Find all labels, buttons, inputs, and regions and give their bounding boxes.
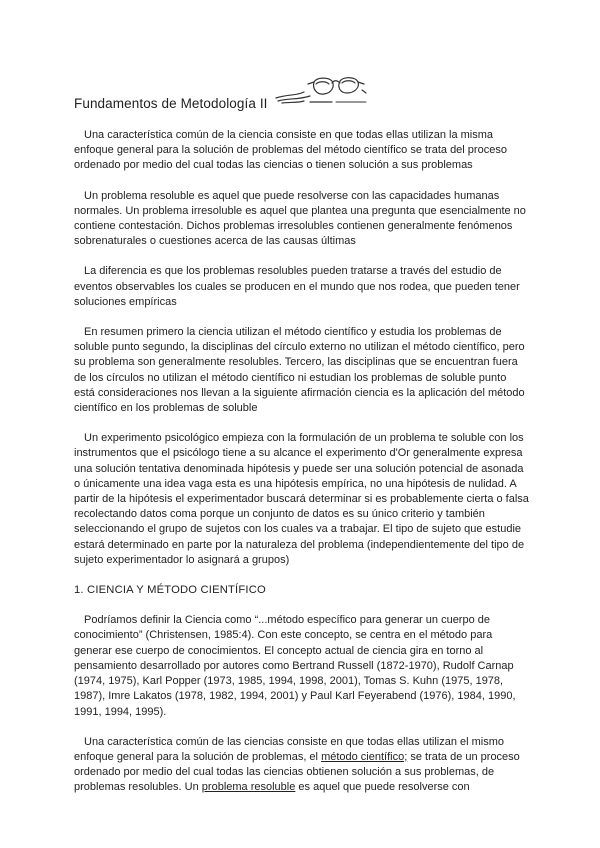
paragraph-1: Una característica común de la ciencia consiste en que todas ellas utilizan la misma enfoque general para la solución de problemas del método científico se trata del proceso ordenado por medio del cual todas las ciencias o tienen solución a sus problemas (74, 129, 507, 172)
paragraph-2: Un problema resoluble es aquel que puede resolverse con las capacidades humanas normales. Un problema irresoluble es aquel que plantea una pregunta que esencialmente no contiene contestación. Dichos problemas irresolubles contienen generalmente fenómenos sobrenaturales o cuestiones acerca de las causas últimas (74, 189, 526, 248)
last-paragraph-part2: se trata de un proceso ordenado por medio del cual todas las ciencias obtienen solución a sus problemas, de problemas resolubles. Un (74, 750, 520, 794)
paragraph-4: En resumen primero la ciencia utilizan el método científico y estudia los problemas de soluble punto segundo, la disciplinas del círculo externo no utilizan el método científico, pero su problema son generalmente resolubles. Tercero, las disciplinas que se encuentran fuera de los círculos no utilizan el método científico ni estudian los problemas de soluble punto está consideraciones nos llevan a la siguiente afirmación ciencia es la aplicación del método científico en los problemas de soluble (74, 326, 525, 415)
title-row (74, 72, 414, 112)
last-paragraph (74, 735, 530, 796)
glasses-doodle-icon (274, 72, 386, 108)
section-paragraph: Podríamos definir la Ciencia como “...método específico para generar un cuerpo de conocimiento” (Christensen, 1985:4). Con este concepto, se centra en el método para generar ese cuerpo de conocimientos. El concepto actual de ciencia gira en torno al pensamiento desarrollado por autores como Bertrand Russell (1872-1970), Rudolf Carnap (1974, 1975), Karl Popper (1973, 1985, 1994, 1998, 2001), Tomas S. Kuhn (1975, 1978, 1987), Imre Lakatos (1978, 1982, 1994, 2001) y Paul Karl Feyerabend (1976), 1984, 1990, 1991, 1994, 1995). (74, 614, 516, 718)
metodo-cientifico-link[interactable]: método científico; (321, 750, 408, 763)
page-title: Fundamentos de Metodología II (74, 96, 268, 111)
paragraph-5: Un experimento psicológico empieza con la formulación de un problema te soluble con los instrumentos que el psicólogo tiene a su alcance el experimento d'Or generalmente expresa una solución tentativa denominada hipótesis y puede ser una solución potencial de asonada o únicamente una idea vaga esta es una hipótesis empírica, no una hipótesis de nulidad. A partir de la hipótesis el experimentador buscará determinar si es probablemente cierta o falsa recolectando datos coma porque un conjunto de datos es su único criterio y también seleccionando el grupo de sujetos con los cuales va a trabajar. El tipo de sujeto que estudie estará determinado en parte por la naturaleza del problema (independientemente del tipo de sujeto experimentador lo asignará a grupos) (74, 432, 529, 566)
section-heading: 1. CIENCIA Y MÉTODO CIENTÍFICO (74, 584, 266, 597)
last-paragraph-part3: es aquel que puede resolverse con (295, 781, 470, 794)
paragraph-3: La diferencia es que los problemas resolubles pueden tratarse a través del estudio de eventos observables los cuales se producen en el mundo que nos rodea, que pueden tener soluciones empíricas (74, 265, 520, 308)
document-body (74, 128, 530, 811)
last-paragraph-part1: Una característica común de las ciencias consiste en que todas ellas utilizan el mismo enfoque general para la solución de problemas, el (74, 735, 505, 763)
problema-resoluble-link[interactable]: problema resoluble (201, 781, 296, 794)
